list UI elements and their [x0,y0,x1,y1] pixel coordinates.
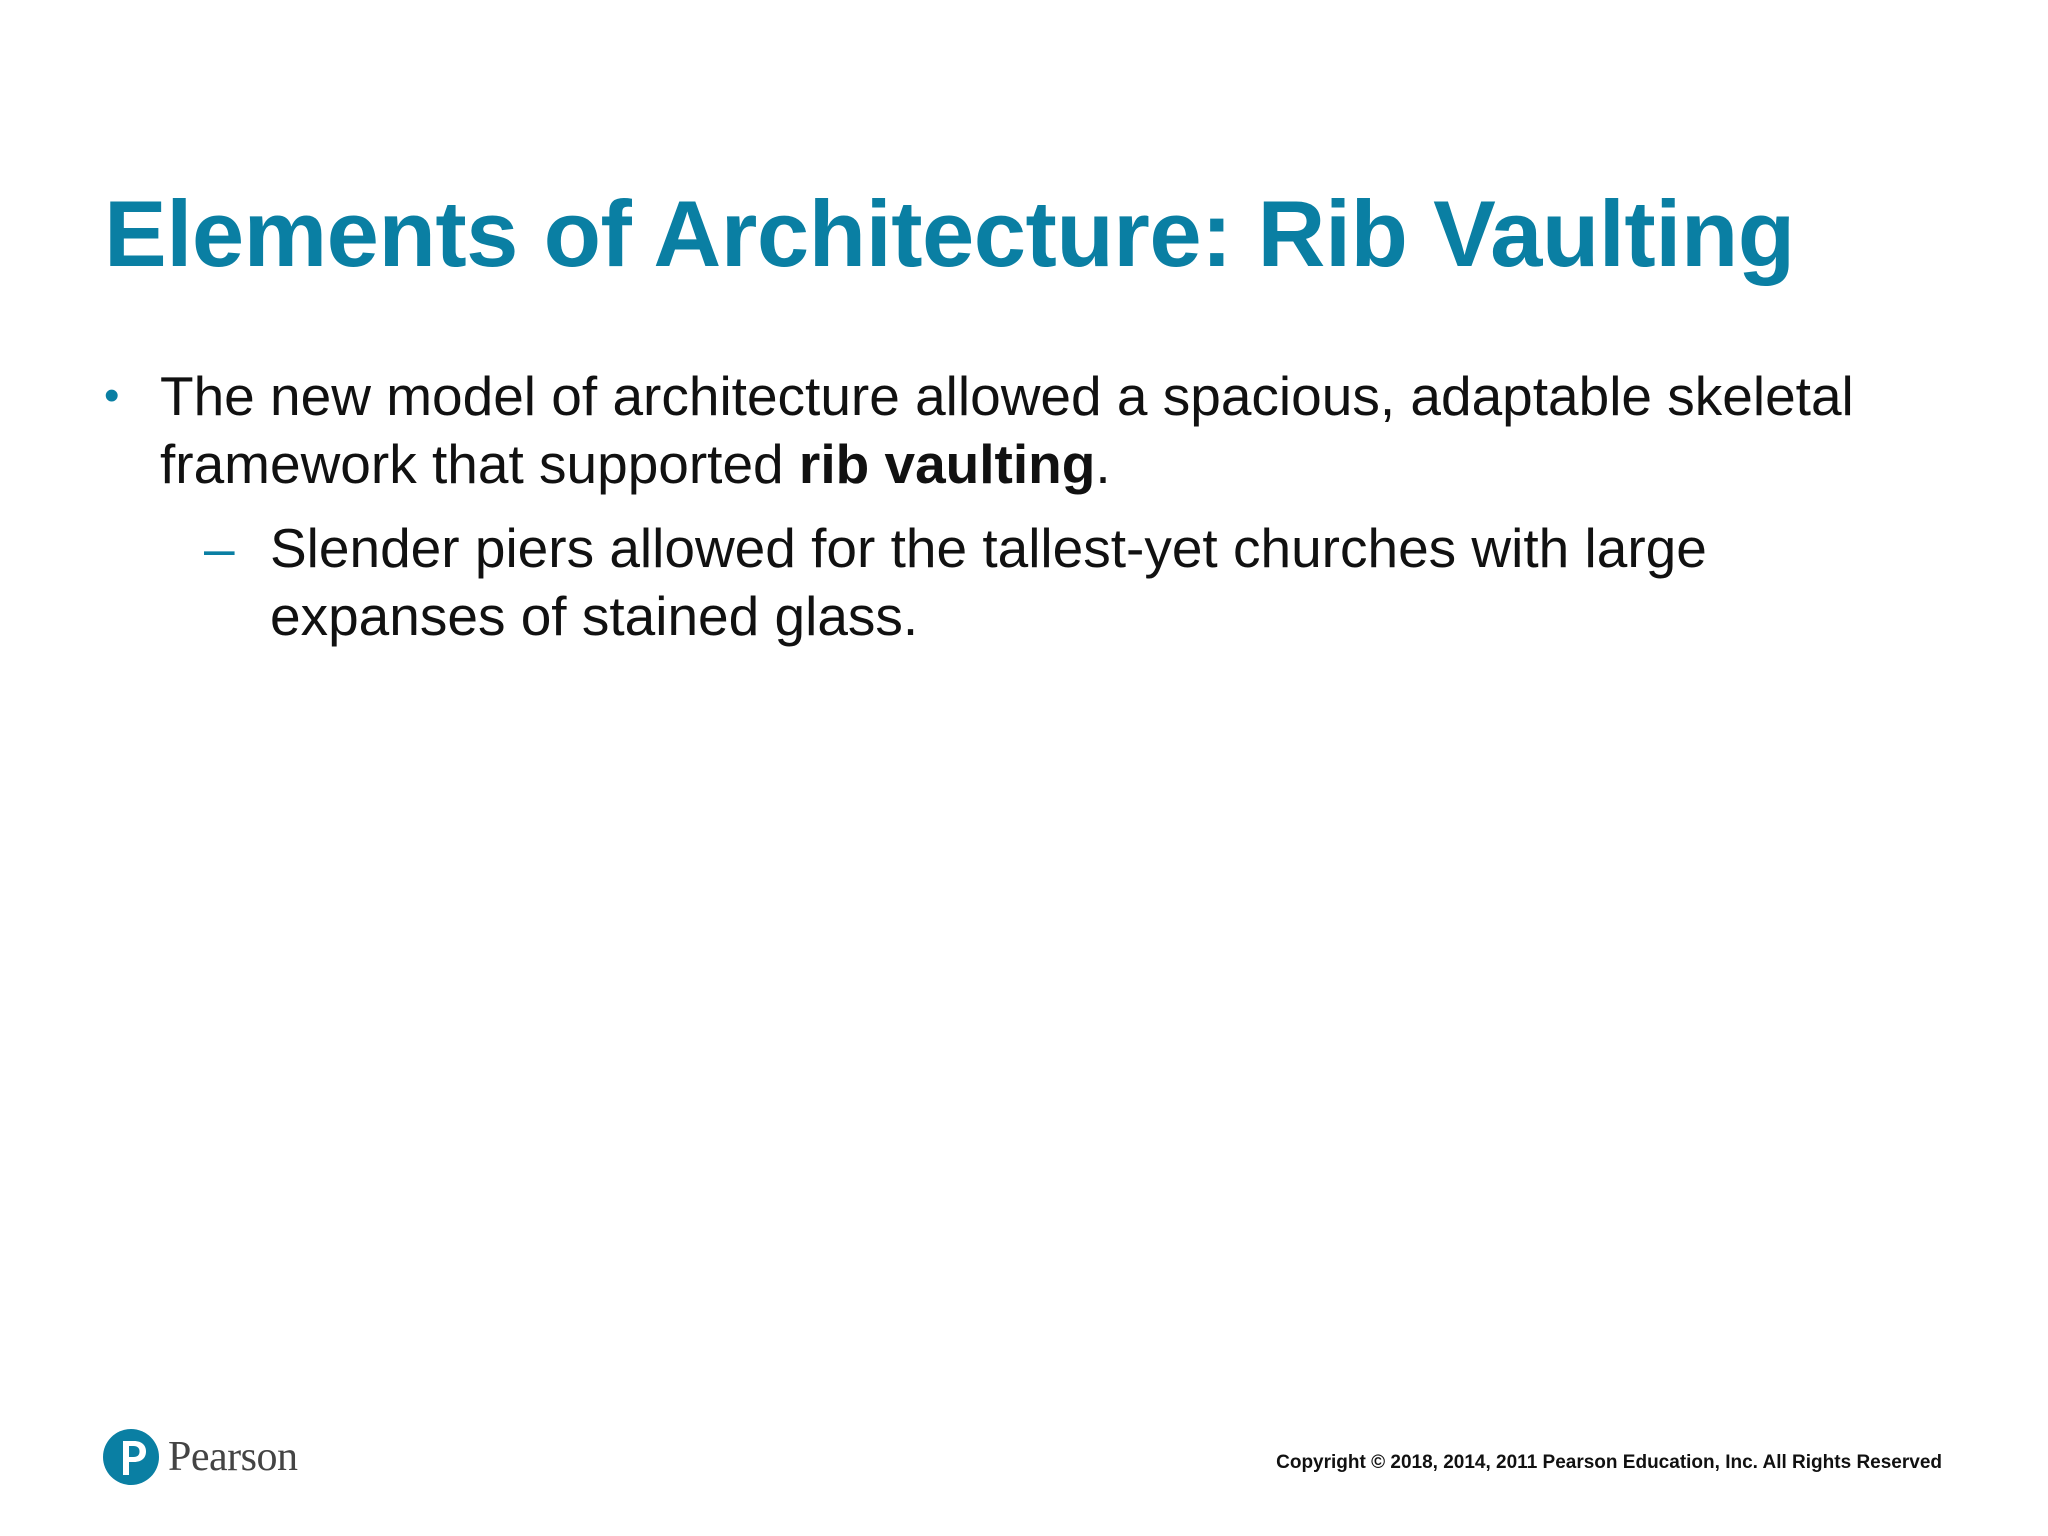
pearson-p-logo-icon [102,1426,160,1488]
sub-bullet-marker: – [204,517,235,579]
pearson-wordmark: Pearson [168,1434,298,1480]
copyright-notice: Copyright © 2018, 2014, 2011 Pearson Education, Inc. All Rights Reserved [1276,1452,1942,1473]
pearson-logo [102,1426,297,1488]
sub-bullet-item [270,514,1920,650]
bullet-bold-term: rib vaulting [798,433,1096,495]
bullet-text-end: . [1095,433,1111,495]
bullet-item [160,362,1960,498]
bullet-text: The new model of architecture allowed a spacious, adaptable skeletal framework that supported [160,365,1854,495]
slide-title: Elements of Architecture: Rib Vaulting [104,181,1795,286]
bullet-marker: • [104,371,120,420]
sub-bullet-text: Slender piers allowed for the tallest-yet churches with large expanses of stained glass. [270,517,1707,647]
